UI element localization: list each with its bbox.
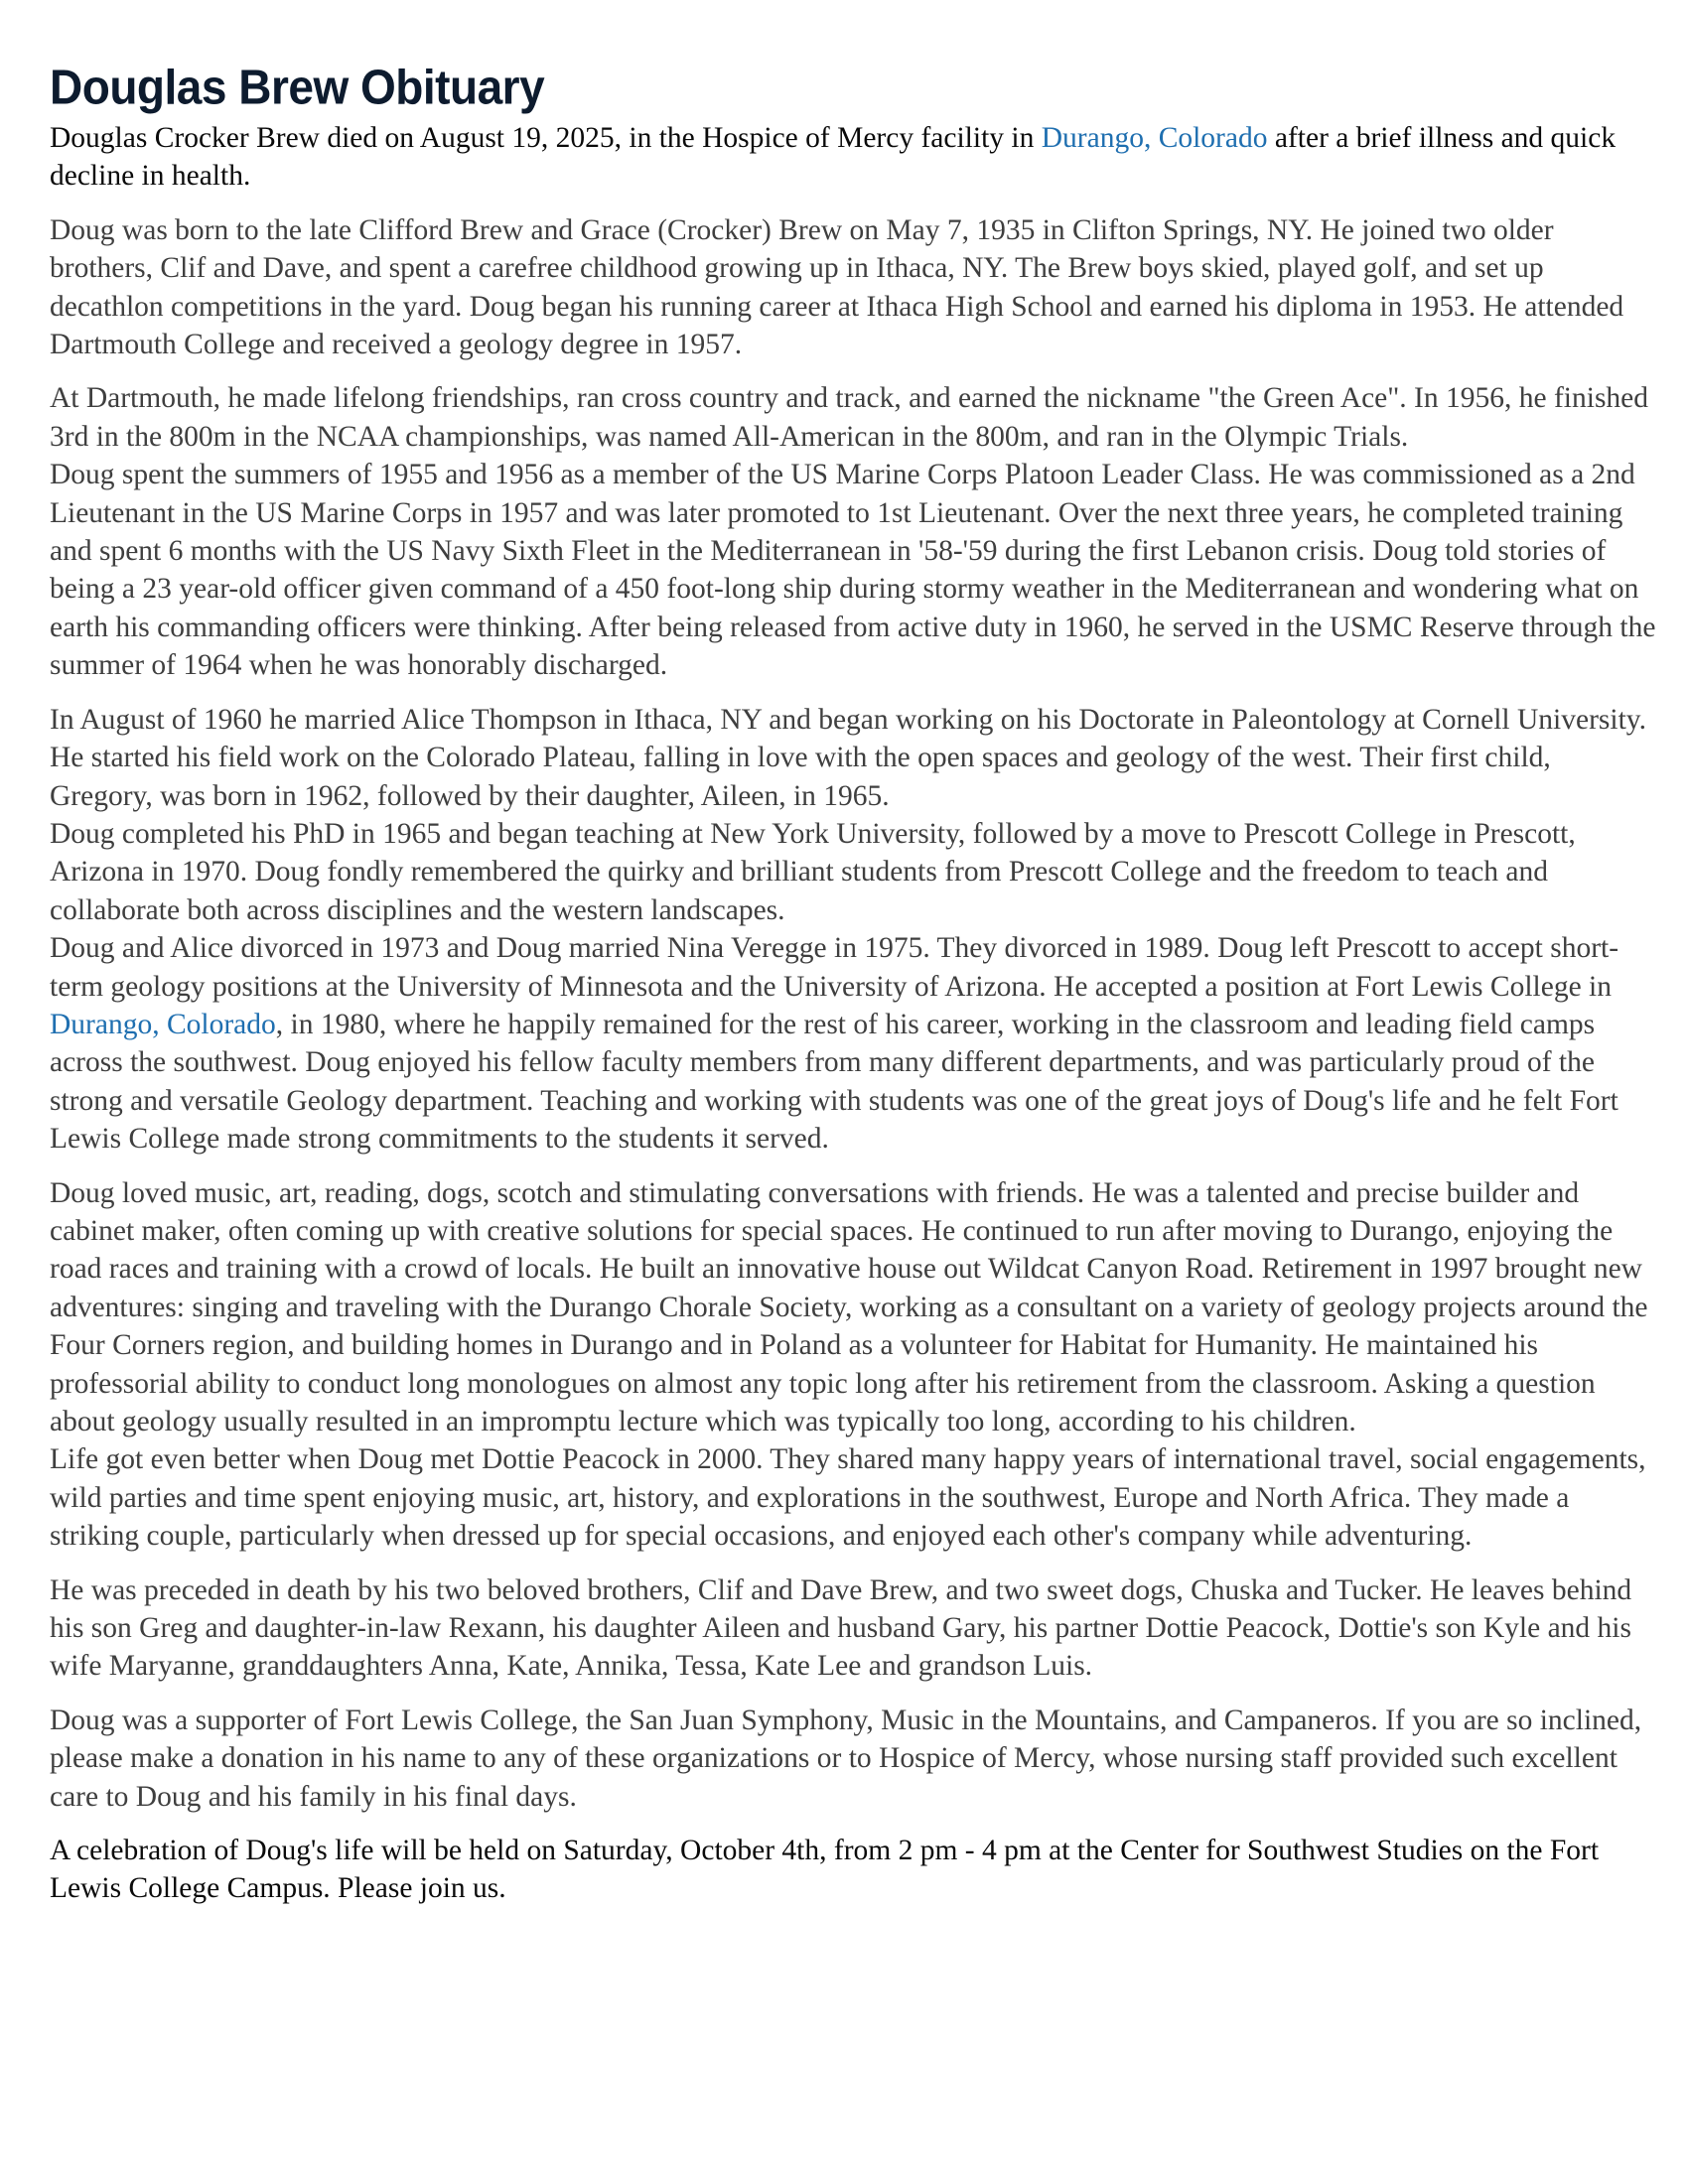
death-notice-text-end: after a brief illness and quick decline in health. xyxy=(50,122,1617,193)
paragraph-celebration: A celebration of Doug's life will be held on Saturday, October 4th, from 2 pm - 4 pm at the Center for Southwest Studies on the Fort Lewis College Campus. Please join us. xyxy=(50,1835,1600,1905)
paragraph-dartmouth: At Dartmouth, he made lifelong friendships, ran cross country and track, and earned the nickname "the Green Ace". In 1956, he finished 3rd in the 800m in the NCAA championships, was named All-American in the 800m, and ran in the Olympic Trials. xyxy=(50,382,1649,453)
paragraph-marriage-cornell: In August of 1960 he married Alice Thompson in Ithaca, NY and began working on his Doctorate in Paleontology at Cornell University. He started his field work on the Colorado Plateau, falling in love with the open spaces and geology of the west. Their first child, Gregory, was born in 1962, followed by their daughter, Aileen, in 1965. xyxy=(50,703,1646,812)
paragraph-interests-retirement: Doug loved music, art, reading, dogs, scotch and stimulating conversations with friends. He was a talented and precise builder and cabinet maker, often coming up with creative solutions for special spaces. He continued to run after moving to Durango, enjoying the road races and training with a crowd of locals. He built an innovative house out Wildcat Canyon Road. Retirement in 1997 brought new adventures: singing and traveling with the Durango Chorale Society, working as a consultant on a variety of geology projects around the Four Corners region, and building homes in Durango and in Poland as a volunteer for Habitat for Humanity. He maintained his professorial ability to conduct long monologues on almost any topic long after his retirement from the classroom. Asking a question about geology usually resulted in an impromptu lecture which was typically too long, according to his children. xyxy=(50,1176,1648,1437)
paragraph-gap xyxy=(50,363,1658,379)
death-notice-text: Douglas Crocker Brew died on August 19, 2025, in the Hospice of Mercy facility in xyxy=(50,122,1042,154)
paragraph-death-notice xyxy=(50,119,1658,196)
obituary-page xyxy=(50,58,1658,1908)
paragraph-marine-corps: Doug spent the summers of 1955 and 1956 as a member of the US Marine Corps Platoon Leader Class. He was commissioned as a 2nd Lieutenant in the US Marine Corps in 1957 and was later promoted to 1st Lieutenant. Over the next three years, he completed training and spent 6 months with the US Navy Sixth Fleet in the Mediterranean in '58-'59 during the first Lebanon crisis. Doug told stories of being a 23 year-old officer given command of a 450 foot-long ship during stormy weather in the Mediterranean and wondering what on earth his commanding officers were thinking. After being released from active duty in 1960, he served in the USMC Reserve through the summer of 1964 when he was honorably discharged. xyxy=(50,459,1656,682)
paragraph-gap xyxy=(50,1686,1658,1702)
durango-colorado-link[interactable]: Durango, Colorado xyxy=(1041,122,1268,154)
paragraph-survivors: He was preceded in death by his two beloved brothers, Clif and Dave Brew, and two sweet dogs, Chuska and Tucker. He leaves behind his son Greg and daughter-in-law Rexann, his daughter Aileen and husband Gary, his partner Dottie Peacock, Dottie's son Kyle and his wife Maryanne, granddaughters Anna, Kate, Annika, Tessa, Kate Lee and grandson Luis. xyxy=(50,1573,1632,1683)
paragraph-gap xyxy=(50,196,1658,211)
paragraph-dottie: Life got even better when Doug met Dottie Peacock in 2000. They shared many happy years of international travel, social engagements, wild parties and time spent enjoying music, art, history, and explorations in the southwest, Europe and North Africa. They made a striking couple, particularly when dressed up for special occasions, and enjoyed each other's company while adventuring. xyxy=(50,1443,1646,1553)
paragraph-gap xyxy=(50,1816,1658,1832)
paragraph-donations: Doug was a supporter of Fort Lewis College, the San Juan Symphony, Music in the Mountains, and Campaneros. If you are so inclined, please make a donation in his name to any of these organizations or to Hospice of Mercy, whose nursing staff provided such excellent care to Doug and his family in his final days. xyxy=(50,1704,1642,1813)
fort-lewis-text: Doug and Alice divorced in 1973 and Doug married Nina Veregge in 1975. They divorced in 1989. Doug left Prescott to accept short-term geology positions at the University of Minnesota and the University of Arizona. He accepted a position at Fort Lewis College in xyxy=(50,932,1619,1003)
paragraph-gap xyxy=(50,1556,1658,1571)
durango-colorado-link-2[interactable]: Durango, Colorado xyxy=(50,1008,276,1040)
paragraph-gap xyxy=(50,1159,1658,1174)
paragraph-early-life: Doug was born to the late Clifford Brew and Grace (Crocker) Brew on May 7, 1935 in Clifton Springs, NY. He joined two older brothers, Clif and Dave, and spent a carefree childhood growing up in Ithaca, NY. The Brew boys skied, played golf, and set up decathlon competitions in the yard. Doug began his running career at Ithaca High School and earned his diploma in 1953. He attended Dartmouth College and received a geology degree in 1957. xyxy=(50,213,1624,361)
paragraph-phd-teaching: Doug completed his PhD in 1965 and began teaching at New York University, followed by a move to Prescott College in Prescott, Arizona in 1970. Doug fondly remembered the quirky and brilliant students from Prescott College and the freedom to teach and collaborate both across disciplines and the western landscapes. xyxy=(50,817,1576,926)
paragraph-gap xyxy=(50,685,1658,701)
fort-lewis-text-end: , in 1980, where he happily remained for the rest of his career, working in the classroom and leading field camps across the southwest. Doug enjoyed his fellow faculty members from many different departments, and was particularly proud of the strong and versatile Geology department. Teaching and working with students was one of the great joys of Doug's life and he felt Fort Lewis College made strong commitments to the students it served. xyxy=(50,1008,1618,1156)
page-title: Douglas Brew Obituary xyxy=(50,60,545,115)
paragraph-fort-lewis xyxy=(50,929,1658,1158)
